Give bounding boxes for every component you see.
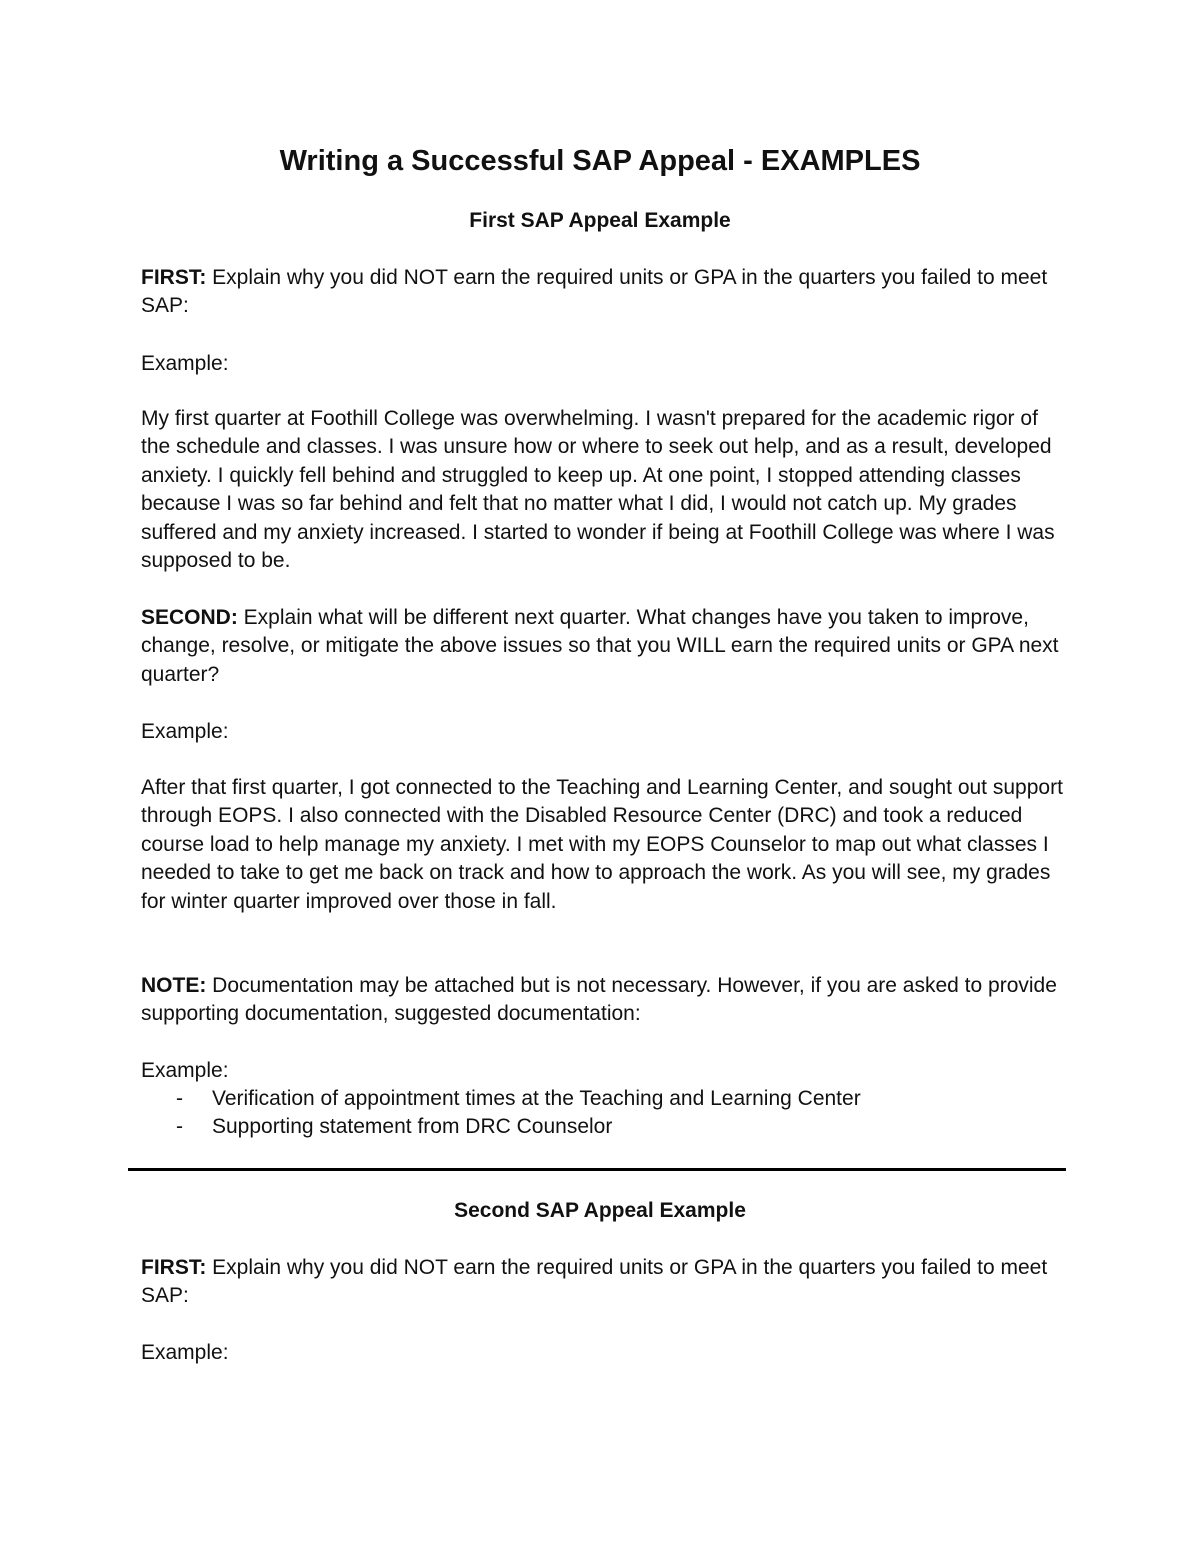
- list-item: [141, 1113, 1066, 1141]
- list-item: [141, 1085, 1066, 1113]
- first-prompt-paragraph: [141, 1254, 1066, 1311]
- example-label: Example:: [141, 1059, 229, 1082]
- section-divider: [128, 1168, 1066, 1171]
- first-prompt-text: Explain why you did NOT earn the required units or GPA in the quarters you failed to meet SAP:: [141, 1256, 1048, 1308]
- example-label: Example:: [141, 720, 229, 743]
- list-item-text: Verification of appointment times at the Teaching and Learning Center: [212, 1087, 861, 1110]
- second-prompt-text: Explain what will be different next quarter. What changes have you taken to improve, change, resolve, or mitigate the above issues so that you WILL earn the required units or GPA next quarter?: [141, 606, 1059, 686]
- example-label: Example:: [141, 1341, 229, 1364]
- note-label: NOTE:: [141, 974, 207, 997]
- first-prompt-paragraph: [141, 264, 1066, 321]
- section-heading-second-example: Second SAP Appeal Example: [454, 1199, 746, 1222]
- note-paragraph: [141, 972, 1066, 1029]
- list-item-text: Supporting statement from DRC Counselor: [212, 1115, 613, 1139]
- example-paragraph-first: My first quarter at Foothill College was overwhelming. I wasn't prepared for the academic rigor of the schedule and classes. I was unsure how or where to seek out help, and as a result, developed anxiety. I quickly fell behind and struggled to keep up. At one point, I stopped attending classes because I was so far behind and felt that no matter what I did, I would not catch up. My grades suffered and my anxiety increased. I started to wonder if being at Foothill College was where I was supposed to be.: [141, 407, 1055, 573]
- documentation-list: [141, 1085, 1066, 1142]
- note-text: Documentation may be attached but is not necessary. However, if you are asked to provide supporting documentation, suggested documentation:: [141, 974, 1057, 1026]
- example-label: Example:: [141, 352, 229, 375]
- section-heading-first-example: First SAP Appeal Example: [469, 209, 731, 232]
- document-title: Writing a Successful SAP Appeal - EXAMPLES: [279, 145, 921, 177]
- second-prompt-label: SECOND:: [141, 606, 238, 629]
- example-paragraph-second: After that first quarter, I got connected to the Teaching and Learning Center, and sought out support through EOPS. I also connected with the Disabled Resource Center (DRC) and took a reduced course load to help manage my anxiety. I met with my EOPS Counselor to map out what classes I needed to take to get me back on track and how to approach the work. As you will see, my grades for winter quarter improved over those in fall.: [141, 776, 1063, 913]
- first-prompt-label: FIRST:: [141, 1256, 207, 1279]
- first-prompt-label: FIRST:: [141, 266, 207, 289]
- first-prompt-text: Explain why you did NOT earn the required units or GPA in the quarters you failed to meet SAP:: [141, 266, 1048, 318]
- list-dash: -: [176, 1115, 183, 1139]
- list-dash: -: [176, 1087, 183, 1110]
- second-prompt-paragraph: [141, 604, 1066, 689]
